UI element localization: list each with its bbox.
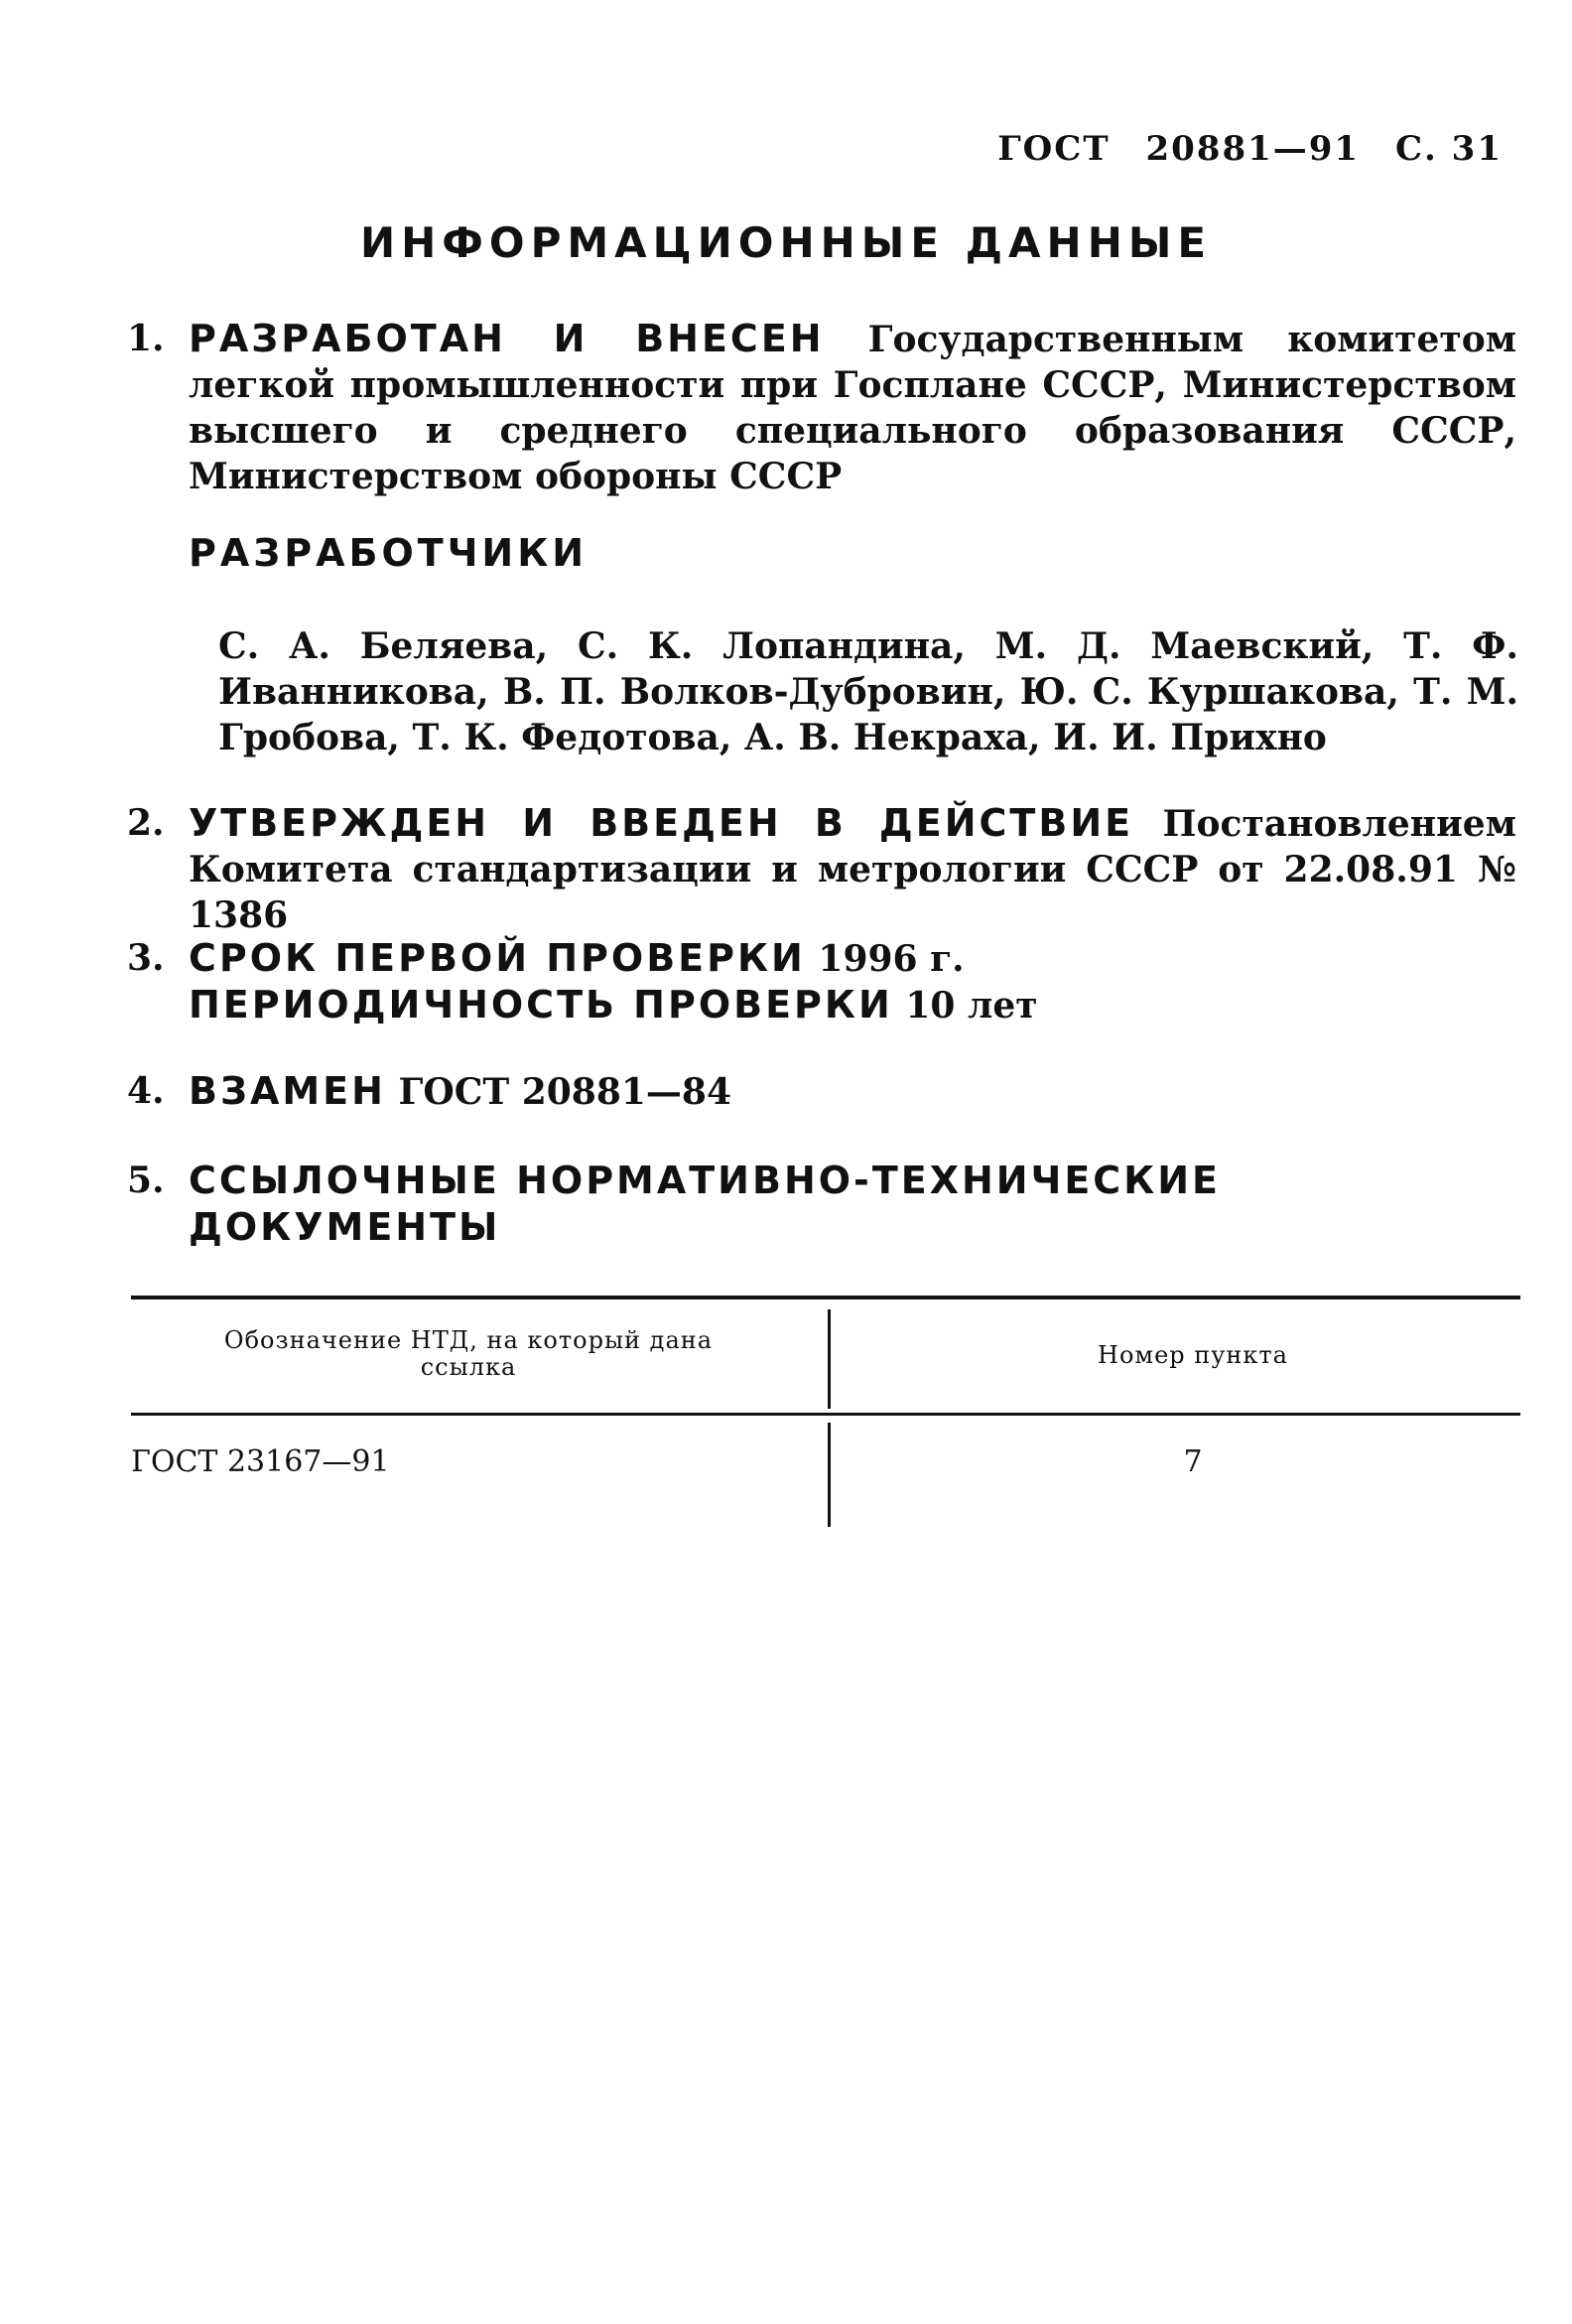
developers-list: С. А. Беляева, С. К. Лопандина, М. Д. Маевский, Т. Ф. Иванникова, В. П. Волков-Дубровин, Ю. С. Куршакова, Т. М. Гробова, Т. К. Федотова, А. В. Некраха, И. И. Прихно — [218, 625, 1518, 758]
item-5-lead: ССЫЛОЧНЫЕ НОРМАТИВНО-ТЕХНИЧЕСКИЕ ДОКУМЕНТЫ — [189, 1159, 1221, 1249]
item-3-body — [189, 935, 1516, 1028]
item-3-number: 3. — [127, 937, 165, 979]
table-cell-designation: ГОСТ 23167—91 — [131, 1444, 390, 1479]
developers-heading: РАЗРАБОТЧИКИ — [189, 531, 589, 575]
item-3-line-2 — [189, 982, 1516, 1028]
header-number: 20881—91 — [1145, 129, 1361, 169]
item-1-text: Государственным комитетом легкой промышленности при Госплане СССР, Министерством высшего и среднего специального образования СССР, Министерством обороны СССР — [189, 319, 1516, 497]
item-3-line-1 — [189, 935, 1516, 982]
item-2 — [127, 800, 1516, 938]
item-1-number: 1. — [127, 318, 165, 359]
table-header-rule — [131, 1413, 1520, 1416]
table-body-divider — [828, 1423, 831, 1527]
table-header-designation: Обозначение НТД, на который дана ссылка — [223, 1326, 714, 1381]
item-1-body — [189, 316, 1516, 499]
item-2-text: Постановлением Комитета стандартизации и метрологии СССР от 22.08.91 № 1386 — [189, 803, 1516, 936]
header-standard: ГОСТ — [997, 129, 1111, 169]
item-4-text: ГОСТ 20881—84 — [398, 1071, 732, 1113]
item-4-number: 4. — [127, 1070, 165, 1112]
item-4 — [127, 1068, 1516, 1115]
item-3-lead-2: ПЕРИОДИЧНОСТЬ ПРОВЕРКИ — [189, 983, 893, 1026]
table-header-divider — [828, 1309, 831, 1409]
item-2-lead: УТВЕРЖДЕН И ВВЕДЕН В ДЕЙСТВИЕ — [189, 801, 1134, 845]
table-top-rule — [131, 1296, 1520, 1299]
item-3 — [127, 935, 1516, 1028]
item-2-body — [189, 800, 1516, 938]
item-3-text: 1996 г. — [818, 938, 965, 980]
item-5-number: 5. — [127, 1160, 165, 1201]
page-title: ИНФОРМАЦИОННЫЕ ДАННЫЕ — [359, 218, 1213, 267]
table-cell-clause: 7 — [1183, 1444, 1203, 1479]
running-head — [976, 129, 1503, 169]
item-5-body — [189, 1158, 1516, 1251]
item-4-body — [189, 1068, 1516, 1115]
item-3-text-2: 10 лет — [905, 985, 1038, 1026]
item-1-lead: РАЗРАБОТАН И ВНЕСЕН — [189, 317, 825, 360]
item-3-lead: СРОК ПЕРВОЙ ПРОВЕРКИ — [189, 936, 806, 980]
table-header-clause: Номер пункта — [1098, 1341, 1288, 1369]
item-5 — [127, 1158, 1516, 1251]
header-page: С. 31 — [1394, 129, 1503, 169]
item-2-number: 2. — [127, 802, 165, 844]
reference-table — [131, 1296, 1520, 1554]
item-1 — [127, 316, 1516, 499]
item-4-lead: ВЗАМЕН — [189, 1069, 386, 1113]
